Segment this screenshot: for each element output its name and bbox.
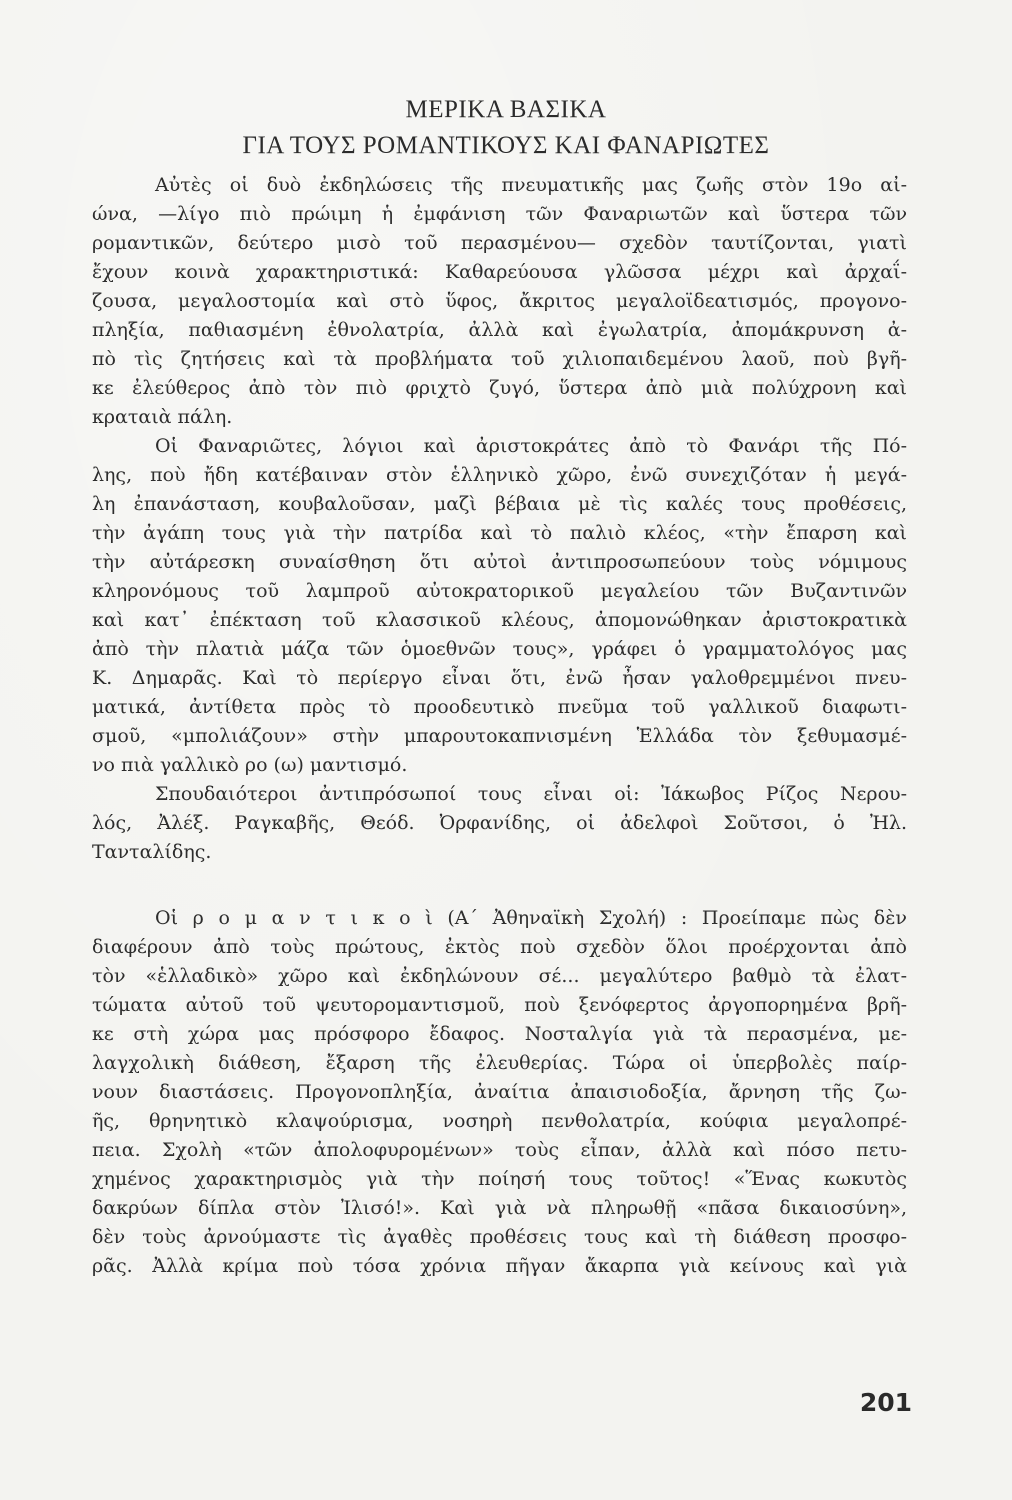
text-line: λαγχολικὴ διάθεση, ἔξαρση τῆς ἐλευθερίας. Τώρα οἱ ὑπερβολὲς παίρ- bbox=[92, 1052, 907, 1074]
text-line: κληρονόμους τοῦ λαμπροῦ αὐτοκρατορικοῦ μεγαλείου τῶν Βυζαντινῶν bbox=[92, 580, 907, 602]
text-line: κραταιὰ πάλη. bbox=[92, 406, 233, 428]
text-line: τὴν ἀγάπη τους γιὰ τὴν πατρίδα καὶ τὸ παλιὸ κλέος, «τὴν ἔπαρση καὶ bbox=[92, 522, 907, 544]
text-line: Κ. Δημαρᾶς. Καὶ τὸ περίεργο εἶναι ὅτι, ἐνῶ ἦσαν γαλοθρεμμένοι πνευ- bbox=[92, 667, 907, 689]
text-line: χημένος χαρακτηρισμὸς γιὰ τὴν ποίησή τους τοῦτος! «Ἕνας κωκυτὸς bbox=[92, 1168, 907, 1190]
text-line: νο πιὰ γαλλικὸ ρο (ω) μαντισμό. bbox=[92, 754, 408, 776]
text-line: τὴν αὐτάρεσκη συναίσθηση ὅτι αὐτοὶ ἀντιπροσωπεύουν τοὺς νόμιμους bbox=[92, 551, 907, 573]
text-line: ἀπὸ τὴν πλατιὰ μάζα τῶν ὁμοεθνῶν τους», γράφει ὁ γραμματολόγος μας bbox=[92, 638, 907, 660]
text-line: ζουσα, μεγαλοστομία καὶ στὸ ὕφος, ἄκριτος μεγαλοϊδεατισμός, προγονο- bbox=[92, 290, 907, 312]
text-line: λης, ποὺ ἤδη κατέβαιναν στὸν ἑλληνικὸ χῶρο, ἐνῶ συνεχιζόταν ἡ μεγά- bbox=[92, 464, 907, 486]
body-text bbox=[92, 171, 907, 1281]
text-line: Αὐτὲς οἱ δυὸ ἐκδηλώσεις τῆς πνευματικῆς μας ζωῆς στὸν 19ο αἰ- bbox=[155, 174, 907, 196]
page-title-line-1: ΜΕΡΙΚΑ ΒΑΣΙΚΑ bbox=[405, 96, 607, 123]
text-line: τώματα αὐτοῦ τοῦ ψευτορομαντισμοῦ, ποὺ ξενόφερτος ἀργοπορημένα βρῆ- bbox=[92, 994, 907, 1016]
text-line: νουν διαστάσεις. Προγονοπληξία, ἀναίτια ἀπαισιοδοξία, ἄρνηση τῆς ζω- bbox=[92, 1081, 907, 1103]
text-line: ρᾶς. Ἀλλὰ κρίμα ποὺ τόσα χρόνια πῆγαν ἄκαρπα γιὰ κείνους καὶ γιὰ bbox=[92, 1255, 907, 1277]
text-line: λός, Ἀλέξ. Ραγκαβῆς, Θεόδ. Ὀρφανίδης, οἱ ἀδελφοὶ Σοῦτσοι, ὁ Ἠλ. bbox=[92, 812, 907, 834]
text-line: κε ἐλεύθερος ἀπὸ τὸν πιὸ φριχτὸ ζυγό, ὕστερα ἀπὸ μιὰ πολύχρονη καὶ bbox=[92, 377, 907, 399]
text-line: ῆς, θρηνητικὸ κλαψούρισμα, νοσηρὴ πενθολατρία, κούφια μεγαλοπρέ- bbox=[92, 1110, 907, 1132]
page-number: 201 bbox=[859, 1388, 912, 1417]
text-line: ρομαντικῶν, δεύτερο μισὸ τοῦ περασμένου— σχεδὸν ταυτίζονται, γιατὶ bbox=[92, 232, 907, 254]
text-line: τὸν «ἑλλαδικὸ» χῶρο καὶ ἐκδηλώνουν σέ... μεγαλύτερο βαθμὸ τὰ ἐλατ- bbox=[92, 965, 907, 987]
text-line: πληξία, παθιασμένη ἐθνολατρία, ἀλλὰ καὶ ἐγωλατρία, ἀπομάκρυνση ἀ- bbox=[92, 319, 907, 341]
text-line: πεια. Σχολὴ «τῶν ἀπολοφυρομένων» τοὺς εἶπαν, ἀλλὰ καὶ πόσο πετυ- bbox=[92, 1139, 907, 1161]
text-line: Τανταλίδης. bbox=[92, 841, 212, 863]
text-line: καὶ κατ᾽ ἐπέκταση τοῦ κλασσικοῦ κλέους, ἀπομονώθηκαν ἀριστοκρατικὰ bbox=[92, 609, 907, 631]
text-line: κε στὴ χώρα μας πρόσφορο ἔδαφος. Νοσταλγία γιὰ τὰ περασμένα, με- bbox=[92, 1023, 907, 1045]
page-title-line-2: ΓΙΑ ΤΟΥΣ ΡΟΜΑΝΤΙΚΟΥΣ ΚΑΙ ΦΑΝΑΡΙΩΤΕΣ bbox=[242, 132, 770, 159]
text-line: Οἱ Φαναριῶτες, λόγιοι καὶ ἀριστοκράτες ἀπὸ τὸ Φανάρι τῆς Πό- bbox=[155, 435, 907, 457]
text-line: ματικά, ἀντίθετα πρὸς τὸ προοδευτικὸ πνεῦμα τοῦ γαλλικοῦ διαφωτι- bbox=[92, 696, 907, 718]
text-line: Σπουδαιότεροι ἀντιπρόσωποί τους εἶναι οἱ: Ἰάκωβος Ρίζος Νερου- bbox=[155, 783, 907, 805]
text-line: πὸ τὶς ζητήσεις καὶ τὰ προβλήματα τοῦ χιλιοπαιδεμένου λαοῦ, ποὺ βγῆ- bbox=[92, 348, 907, 370]
text-line: δὲν τοὺς ἀρνούμαστε τὶς ἀγαθὲς προθέσεις τους καὶ τὴ διάθεση προσφο- bbox=[92, 1226, 907, 1248]
text-line: ἔχουν κοινὰ χαρακτηριστικά: Καθαρεύουσα γλῶσσα μέχρι καὶ ἀρχαΐ- bbox=[92, 261, 907, 283]
text-line: σμοῦ, «μπολιάζουν» στὴν μπαρουτοκαπνισμένη Ἑλλάδα τὸν ξεθυμασμέ- bbox=[92, 725, 907, 747]
text-line: λη ἐπανάσταση, κουβαλοῦσαν, μαζὶ βέβαια μὲ τὶς καλές τους προθέσεις, bbox=[92, 493, 907, 515]
text-line: Οἱ ρ ο μ α ν τ ι κ ο ὶ (Α΄ Ἀθηναϊκὴ Σχολή) : Προείπαμε πὼς δὲν bbox=[155, 907, 907, 929]
text-line: ώνα, —λίγο πιὸ πρώιμη ἡ ἐμφάνιση τῶν Φαναριωτῶν καὶ ὕστερα τῶν bbox=[92, 203, 907, 225]
section-gap bbox=[92, 867, 907, 904]
text-line: δακρύων δίπλα στὸν Ἰλισό!». Καὶ γιὰ νὰ πληρωθῇ «πᾶσα δικαιοσύνη», bbox=[92, 1197, 907, 1219]
text-line: διαφέρουν ἀπὸ τοὺς πρώτους, ἐκτὸς ποὺ σχεδὸν ὅλοι προέρχονται ἀπὸ bbox=[92, 936, 907, 958]
